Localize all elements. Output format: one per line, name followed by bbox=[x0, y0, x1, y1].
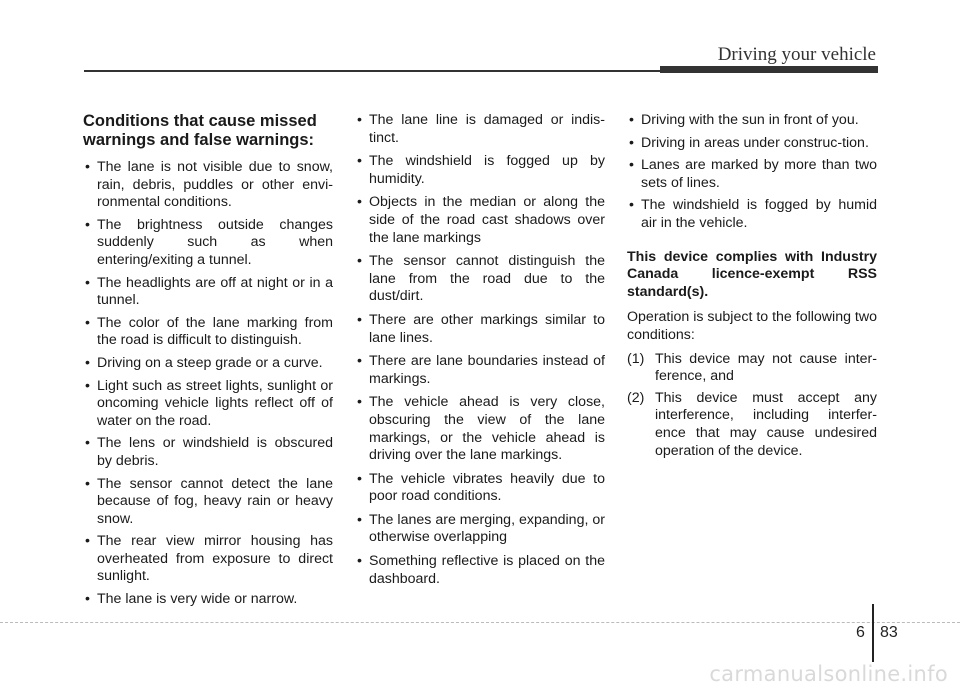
condition-item bbox=[627, 351, 877, 386]
list-item: • The lane is very wide or narrow. bbox=[83, 591, 333, 609]
list-item: • Driving with the sun in front of you. bbox=[627, 112, 877, 130]
condition-text: This device must accept any interference, including interfer-ence that may cause undesired operation of the device. bbox=[655, 389, 877, 459]
column-left bbox=[83, 112, 333, 614]
watermark: carmanualsonline.info bbox=[709, 662, 948, 686]
compliance-statement: This device complies with Industry Canada licence-exempt RSS standard(s). bbox=[627, 248, 877, 300]
list-item: • There are other markings similar to lane lines. bbox=[355, 312, 605, 347]
condition-text: This device may not cause inter-ference, and bbox=[655, 350, 877, 385]
list-item: • Driving in areas under construc-tion. bbox=[627, 135, 877, 153]
chapter-number: 6 bbox=[856, 624, 865, 641]
list-item: • The brightness outside changes suddenly such as when entering/exiting a tunnel. bbox=[83, 217, 333, 270]
list-item: • The lane line is damaged or indis-tinct. bbox=[355, 112, 605, 147]
list-item: • The color of the lane marking from the road is difficult to distinguish. bbox=[83, 315, 333, 350]
page-number-separator bbox=[872, 604, 874, 662]
list-item: • Lanes are marked by more than two sets of lines. bbox=[627, 157, 877, 192]
condition-number: (1) bbox=[627, 350, 645, 367]
list-item: • The lens or windshield is obscured by debris. bbox=[83, 435, 333, 470]
list-item: • The sensor cannot detect the lane because of fog, heavy rain or heavy snow. bbox=[83, 476, 333, 529]
list-item: • Something reflective is placed on the dashboard. bbox=[355, 553, 605, 588]
list-item: • The windshield is fogged by humid air in the vehicle. bbox=[627, 197, 877, 232]
footer-divider bbox=[0, 622, 960, 623]
header-rule bbox=[84, 70, 662, 72]
condition-number: (2) bbox=[627, 389, 645, 406]
conditions-heading: Conditions that cause missed warnings and false warnings: bbox=[83, 112, 317, 149]
page-number: 83 bbox=[880, 624, 898, 641]
list-item: • The windshield is fogged up by humidity. bbox=[355, 153, 605, 188]
header-rule-accent bbox=[660, 66, 878, 73]
conditions-list-continued bbox=[355, 112, 605, 588]
list-item: • The lanes are merging, expanding, or otherwise overlapping bbox=[355, 512, 605, 547]
list-item: • There are lane boundaries instead of markings. bbox=[355, 353, 605, 388]
list-item: • The sensor cannot distinguish the lane from the road due to the dust/dirt. bbox=[355, 253, 605, 306]
list-item: • The headlights are off at night or in a tunnel. bbox=[83, 275, 333, 310]
list-item: • The vehicle ahead is very close, obscuring the view of the lane markings, or the vehicle ahead is driving over the lane markings. bbox=[355, 394, 605, 464]
operation-intro: Operation is subject to the following two conditions: bbox=[627, 309, 877, 343]
list-item: • The vehicle vibrates heavily due to poor road conditions. bbox=[355, 471, 605, 506]
column-right bbox=[627, 112, 877, 464]
conditions-list bbox=[83, 159, 333, 609]
list-item: • Light such as street lights, sunlight or oncoming vehicle lights reflect off of water on the road. bbox=[83, 378, 333, 431]
condition-item bbox=[627, 390, 877, 460]
section-title: Driving your vehicle bbox=[717, 44, 876, 65]
list-item: • The lane is not visible due to snow, rain, debris, puddles or other envi-ronmental conditions. bbox=[83, 159, 333, 212]
list-item: • The rear view mirror housing has overheated from exposure to direct sunlight. bbox=[83, 533, 333, 586]
column-middle bbox=[355, 112, 605, 594]
list-item: • Objects in the median or along the side of the road cast shadows over the lane markings bbox=[355, 194, 605, 247]
list-item: • Driving on a steep grade or a curve. bbox=[83, 355, 333, 373]
conditions-list-end bbox=[627, 112, 877, 233]
operation-conditions bbox=[627, 351, 877, 461]
